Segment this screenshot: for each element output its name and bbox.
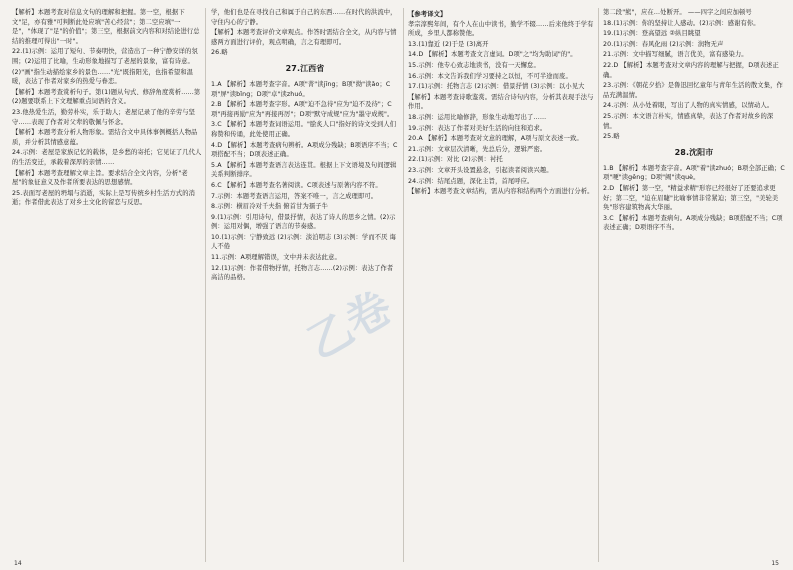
answer-item: 3.C 【解析】本题考查词语运用。"脍炙人口"指好的诗文受到人们称赞和传诵，此处使用正确。 bbox=[211, 121, 397, 138]
answer-item: 25.略 bbox=[603, 133, 620, 141]
answer-item: 18.示例：运用比喻修辞，形象生动地写出了…… bbox=[408, 113, 547, 121]
answer-item: 24.示例：结尾点题，深化主旨，首尾呼应。 bbox=[408, 177, 534, 185]
column-4 bbox=[603, 8, 785, 564]
page-number-right: 15 bbox=[771, 560, 779, 567]
column-divider bbox=[205, 8, 206, 562]
answer-item: 15.示例：他专心致志地读书，没有一天懈怠。 bbox=[408, 61, 540, 69]
paragraph: 23.他热爱生活，勤劳朴实，乐于助人；老屋记录了他的辛劳与坚守……表现了作者对父辈的敬佩与怀念。 bbox=[12, 108, 196, 126]
answer-item: 20.(1)示例：春风化雨 (2)示例：润物无声 bbox=[603, 40, 724, 48]
column-1 bbox=[12, 8, 202, 564]
answer-item: 19.示例：表达了作者对美好生活的向往和追求。 bbox=[408, 124, 547, 132]
answer-item: 13.(1)靠近 (2)于是 (3)离开 bbox=[408, 40, 489, 48]
column-divider bbox=[403, 8, 404, 562]
paragraph: 25.表面写老屋的坍塌与消逝，实际上是写传统乡村生活方式的消逝；作者借此表达了对乡土文化的留恋与反思。 bbox=[12, 189, 196, 207]
answer-item: 2.D 【解析】第一空，"精益求精"形容已经很好了还要追求更好；第二空，"迫在眉睫"比喻事情非常紧迫；第三空，"美轮美奂"形容建筑物高大华丽。 bbox=[603, 184, 779, 212]
answer-item: 【解析】本题考查文章结构，需从内容和结构两个方面进行分析。 bbox=[408, 188, 594, 196]
paragraph: 【解析】本题考查评价文章观点。作答时需结合全文，从内容与情感两方面进行评价，观点明确，言之有理即可。 bbox=[211, 29, 397, 46]
answer-item: 18.(1)示例：你的坚持让人感动。(2)示例：感谢有你。 bbox=[603, 19, 760, 27]
answer-item: 12.(1)示例：作者借物抒情，托物言志……(2)示例：表达了作者高洁的品格。 bbox=[211, 264, 394, 282]
answer-item: 7.示例：本题考查语言运用，答案不唯一，言之成理即可。 bbox=[211, 192, 378, 200]
answer-item: 11.示例：A项理解错误，文中并未表达此意。 bbox=[211, 254, 341, 262]
answer-item: 3.C 【解析】本题考查病句。A项成分残缺；B项搭配不当；C项表述正确；D项语序不当。 bbox=[603, 214, 783, 232]
column-2 bbox=[211, 8, 399, 564]
paragraph: 【解析】本题考查赏析句子。第(1)题从句式、修辞角度赏析……第(2)题要联系上下文理解重点词语的含义。 bbox=[12, 88, 201, 106]
paragraph: (2)"画"指生动描绘家乡的景色……"光"既指阳光，也指希望和温暖，表达了作者对家乡的热爱与眷恋。 bbox=[12, 68, 194, 86]
watermark-text: 乙卷 bbox=[299, 281, 401, 370]
paragraph: 【解析】本题考查对信息文句的理解和把握。第一空，根据下文"足，亦有雅"可判断此处应填"苦心经营"；第二空应填"一是"，"体现了"足"的价值"；第三空，根据前文内容和对结论进行总结的推理可得出"一时"。 bbox=[12, 9, 200, 45]
column-3 bbox=[408, 8, 594, 564]
column-divider bbox=[598, 8, 599, 562]
answer-item: 14.D 【解析】本题考查文言虚词。D项"之"均为助词"的"。 bbox=[408, 51, 577, 59]
page-number-left: 14 bbox=[14, 560, 22, 567]
answer-item: 25.示例：本文语言朴实，情感真挚，表达了作者对故乡的深情。 bbox=[603, 112, 774, 130]
answer-item: 4.D 【解析】本题考查病句辨析。A项成分残缺；B项语序不当；C项搭配不当；D项表述正确。 bbox=[211, 141, 398, 159]
translation-title: 【参考译文】 bbox=[408, 11, 447, 18]
answer-item: 【解析】本题考查诗歌鉴赏。需结合诗句内容，分析其表现手法与作用。 bbox=[408, 93, 594, 111]
paragraph: 22.(1)示例：运用了短句、节奏明快，营造出了一种宁静安详的氛围；(2)运用了比喻，生动形象地描写了老屋的景象，富有诗意。 bbox=[12, 48, 198, 65]
answer-item: 2.B 【解析】本题考查字形。A项"迫不急待"应为"迫不及待"；C项"再接再励"应为"再接再厉"；D项"默守成规"应为"墨守成规"。 bbox=[211, 101, 394, 118]
answer-item: 1.B 【解析】本题考查字音。A项"着"读zhuó；B项全部正确；C项"哽"读gěng；D项"阙"读què。 bbox=[603, 164, 785, 182]
paragraph: 【解析】本题考查分析人物形象。需结合文中具体事例概括人物品质，并分析其情感意蕴。 bbox=[12, 129, 198, 146]
answer-item: 6.C 【解析】本题考查名著阅读。C项表述与原著内容不符。 bbox=[211, 181, 382, 189]
question-26: 26.略 bbox=[211, 49, 228, 57]
answer-item: 10.(1)示例：宁静致远 (2)示例：淡泊明志 (3)示例：学而不厌 诲人不倦 bbox=[211, 233, 397, 251]
answer-item: 23.示例：文章开头设置悬念，引起读者阅读兴趣。 bbox=[408, 166, 553, 174]
answer-item: 19.(1)示例：登高望远 ②纵目眺望 bbox=[603, 30, 701, 38]
answer-item: 17.(1)示例：托物言志 (2)示例：借景抒情 (3)示例：以小见大 bbox=[408, 83, 585, 91]
paragraph: 24.示例：老屋是家族记忆的载体，是乡愁的寄托；它见证了几代人的生活变迁，承载着深厚的亲情…… bbox=[12, 149, 202, 166]
answer-item: 22.D 【解析】本题考查对文章内容的理解与把握，D项表述正确。 bbox=[603, 61, 779, 79]
paragraph: 学，他们也是在寻找自己和属于自己的东西……在时代的洪流中，守住内心的宁静。 bbox=[211, 9, 397, 26]
answer-item: 23.示例：《朝花夕拾》是鲁迅回忆童年与青年生活的散文集，作品充满温情。 bbox=[603, 82, 783, 99]
answer-item: 21.示例：文中描写细腻，语言优美，富有感染力。 bbox=[603, 51, 748, 59]
answer-item: 第二段"熊"，应在…处断开。 ——四字之间应加顿号 bbox=[603, 9, 752, 16]
section-title-jiangxi: 27.江西省 bbox=[285, 63, 325, 73]
translation-text: 孝宗淳熙年间，有个人在山中读书，勤学不辍……后来他终于学有所成，乡里人都称赞他。 bbox=[408, 20, 594, 38]
answer-item: 5.A 【解析】本题考查语言表达连贯。根据上下文语境及句间逻辑关系判断排序。 bbox=[211, 161, 397, 179]
answer-item: 24.示例：从小处着眼，写出了人物的真实情感，以情动人。 bbox=[603, 102, 774, 110]
answer-item: 1.A 【解析】本题考查字音。A项"菁"读jīng；B项"拗"读ǎo；C项"屏"读bǐng；D项"卓"读zhuó。 bbox=[211, 80, 391, 98]
answer-item: 20.A 【解析】本题考查对文意的理解，A项与原文表述一致。 bbox=[408, 135, 583, 143]
paragraph: 【解析】本题考查理解文章主旨。要求结合全文内容，分析"老屋"的象征意义及作者所要表达的思想感情。 bbox=[12, 169, 188, 187]
answer-item: 9.(1)示例：引用诗句，借景抒情，表达了诗人的思乡之情。(2)示例：运用对偶，增强了语言的节奏感。 bbox=[211, 213, 396, 231]
section-title-shenyang: 28.沈阳市 bbox=[674, 147, 714, 157]
answer-item: 22.(1)示例：对比 (2)示例：衬托 bbox=[408, 156, 503, 164]
answer-item: 16.示例：本文告诉我们学习要持之以恒，不可半途而废。 bbox=[408, 72, 572, 80]
answer-item: 8.示例：横眉冷对千夫指 俯首甘为孺子牛 bbox=[211, 203, 329, 211]
answer-item: 21.示例：文章层次清晰，先总后分，逻辑严密。 bbox=[408, 145, 547, 153]
